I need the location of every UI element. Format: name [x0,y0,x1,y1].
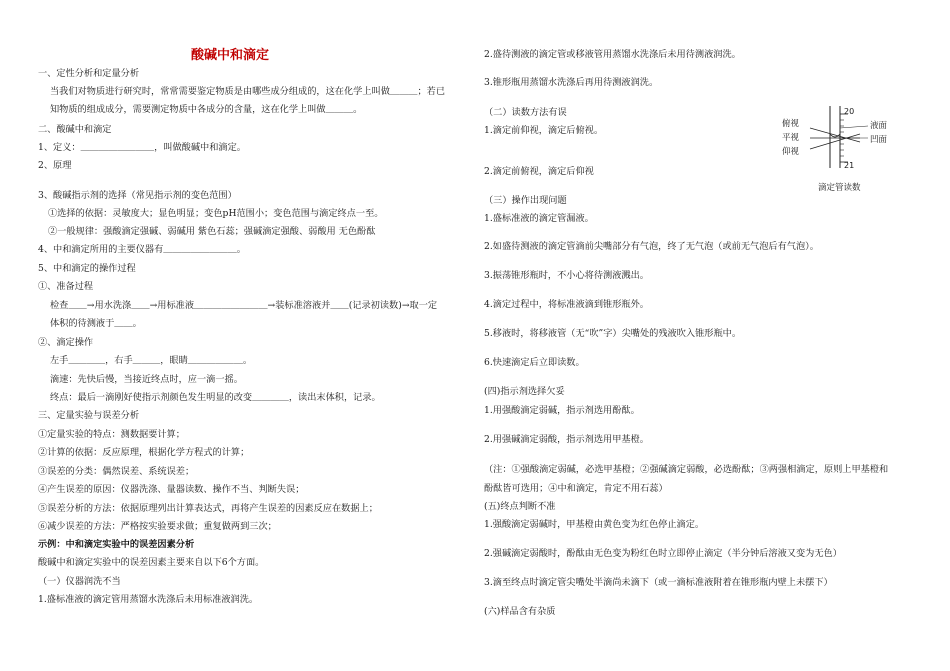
text-line: 5.移液时，将移液管（无“吹”字）尖嘴处的残液吹入锥形瓶中。 [484,328,742,339]
text-line: 1.强酸滴定弱碱时，甲基橙由黄色变为红色停止滴定。 [484,519,705,530]
text-line: 一、定性分析和定量分析 [38,68,140,79]
sightline-overhead [810,128,860,142]
text-line: 3.振荡锥形瓶时，不小心将待测液溅出。 [484,270,649,281]
tick-label-20: 20 [844,107,855,116]
text-line: 5、中和滴定的操作过程 [38,263,136,274]
text-line: ②计算的依据：反应原理，根据化学方程式的计算； [38,447,250,458]
text-line: ①、准备过程 [38,281,94,292]
label-pingshi: 平视 [782,133,800,143]
text-line: （注：①强酸滴定弱碱，必选甲基橙；②强碱滴定弱酸，必选酚酞；③两强相滴定，原则上甲基橙和 [484,464,889,475]
text-line: （二）读数方法有误 [484,107,567,118]
text-line: 知物质的组成成分，需要测定物质中各成分的含量，这在化学上叫做＿＿＿。 [50,104,363,115]
text-line: 1.用强酸滴定弱碱，指示剂选用酚酞。 [484,405,640,416]
text-line: ①定量实验的特点：测数据要计算； [38,429,185,440]
text-line: (四)指示剂选择欠妥 [484,386,565,397]
burette-reading-figure [782,104,902,196]
text-line: 体积的待测液于＿＿。 [50,318,142,329]
text-line: 2.用强碱滴定弱酸，指示剂选用甲基橙。 [484,434,649,445]
text-line: 酸碱中和滴定实验中的误差因素主要来自以下6个方面。 [38,557,265,568]
text-line: 2.如盛待测液的滴定管滴前尖嘴部分有气泡，终了无气泡（或前无气泡后有气泡）。 [484,241,819,252]
example-heading: 示例：中和滴定实验中的误差因素分析 [38,539,195,550]
text-line: 终点：最后一滴刚好使指示剂颜色发生明显的改变＿＿＿＿，读出末体积，记录。 [50,392,381,403]
text-line: 1.盛标准液的滴定管漏液。 [484,213,594,224]
text-line: 1.盛标准液的滴定管用蒸馏水洗涤后未用标准液润洗。 [38,594,259,605]
text-line: 二、酸碱中和滴定 [38,124,112,135]
text-line: 1.滴定前仰视，滴定后俯视。 [484,125,604,136]
text-line: 三、定量实验与误差分析 [38,410,140,421]
label-yangshi: 仰视 [782,147,800,157]
text-line: 3、酸碱指示剂的选择（常见指示剂的变色范围） [38,190,237,201]
text-line: ⑤误差分析的方法：依据原理列出计算表达式，再将产生误差的因素反应在数据上； [38,503,378,514]
label-aomian: 凹面 [870,135,888,145]
text-line: (六)样品含有杂质 [484,606,556,617]
label-fushi: 俯视 [782,119,800,129]
text-line: 滴速：先快后慢，当接近终点时，应一滴一摇。 [50,374,243,385]
text-line: 3.锥形瓶用蒸馏水洗涤后再用待测液润洗。 [484,77,659,88]
text-line: ②、滴定操作 [38,337,94,348]
page-title: 酸碱中和滴定 [191,48,270,63]
figure-caption: 滴定管读数 [818,183,861,193]
tick-label-21: 21 [844,161,855,170]
text-line: 左手＿＿＿＿，右手＿＿＿，眼睛＿＿＿＿＿＿。 [50,355,253,366]
text-line: 2.滴定前俯视，滴定后仰视 [484,166,594,177]
text-line: ①选择的依据：灵敏度大；显色明显；变色pH范围小；变色范围与滴定终点一至。 [48,208,384,219]
text-line: （三）操作出现问题 [484,195,567,206]
text-line: 2.强碱滴定弱酸时，酚酞由无色变为粉红色时立即停止滴定（半分钟后溶液又变为无色） [484,548,842,559]
text-line: 酚酞皆可选用；④中和滴定，肯定不用石蕊） [484,483,668,494]
text-line: 4、中和滴定所用的主要仪器有＿＿＿＿＿＿＿＿。 [38,244,246,255]
text-line: 2、原理 [38,160,72,171]
text-line: ④产生误差的原因：仪器洗涤、量器读数、操作不当、判断失误； [38,484,305,495]
text-line: 当我们对物质进行研究时，常常需要鉴定物质是由哪些成分组成的，这在化学上叫做＿＿＿；若已 [50,86,446,97]
text-line: 检查＿＿→用水洗涤＿＿→用标准液＿＿＿＿＿＿＿＿→装标准溶液并＿＿(记录初读数)→取一定 [50,300,438,311]
sightline-upward [810,134,860,149]
text-line: 1、定义：＿＿＿＿＿＿＿＿，叫做酸碱中和滴定。 [38,142,246,153]
label-yemian: 液面 [870,121,888,131]
text-line: ②一般规律：强酸滴定强碱、弱碱用 紫色石蕊；强碱滴定强酸、弱酸用 无色酚酞 [48,226,376,237]
text-line: ⑥减少误差的方法：严格按实验要求做；重复做两到三次； [38,521,277,532]
text-line: (五)终点判断不准 [484,501,556,512]
text-line: 2.盛待测液的滴定管或移液管用蒸馏水洗涤后未用待测液润洗。 [484,49,741,60]
leader-line [840,126,868,128]
text-line: 3.滴至终点时滴定管尖嘴处半滴尚未滴下（或一滴标准液附着在锥形瓶内壁上未摆下） [484,577,833,588]
text-line: 6.快速滴定后立即读数。 [484,357,585,368]
text-line: 4.滴定过程中，将标准液滴到锥形瓶外。 [484,299,649,310]
text-line: ③误差的分类：偶然误差、系统误差； [38,466,195,477]
text-line: （一）仪器润洗不当 [38,576,121,587]
meniscus [830,134,840,137]
